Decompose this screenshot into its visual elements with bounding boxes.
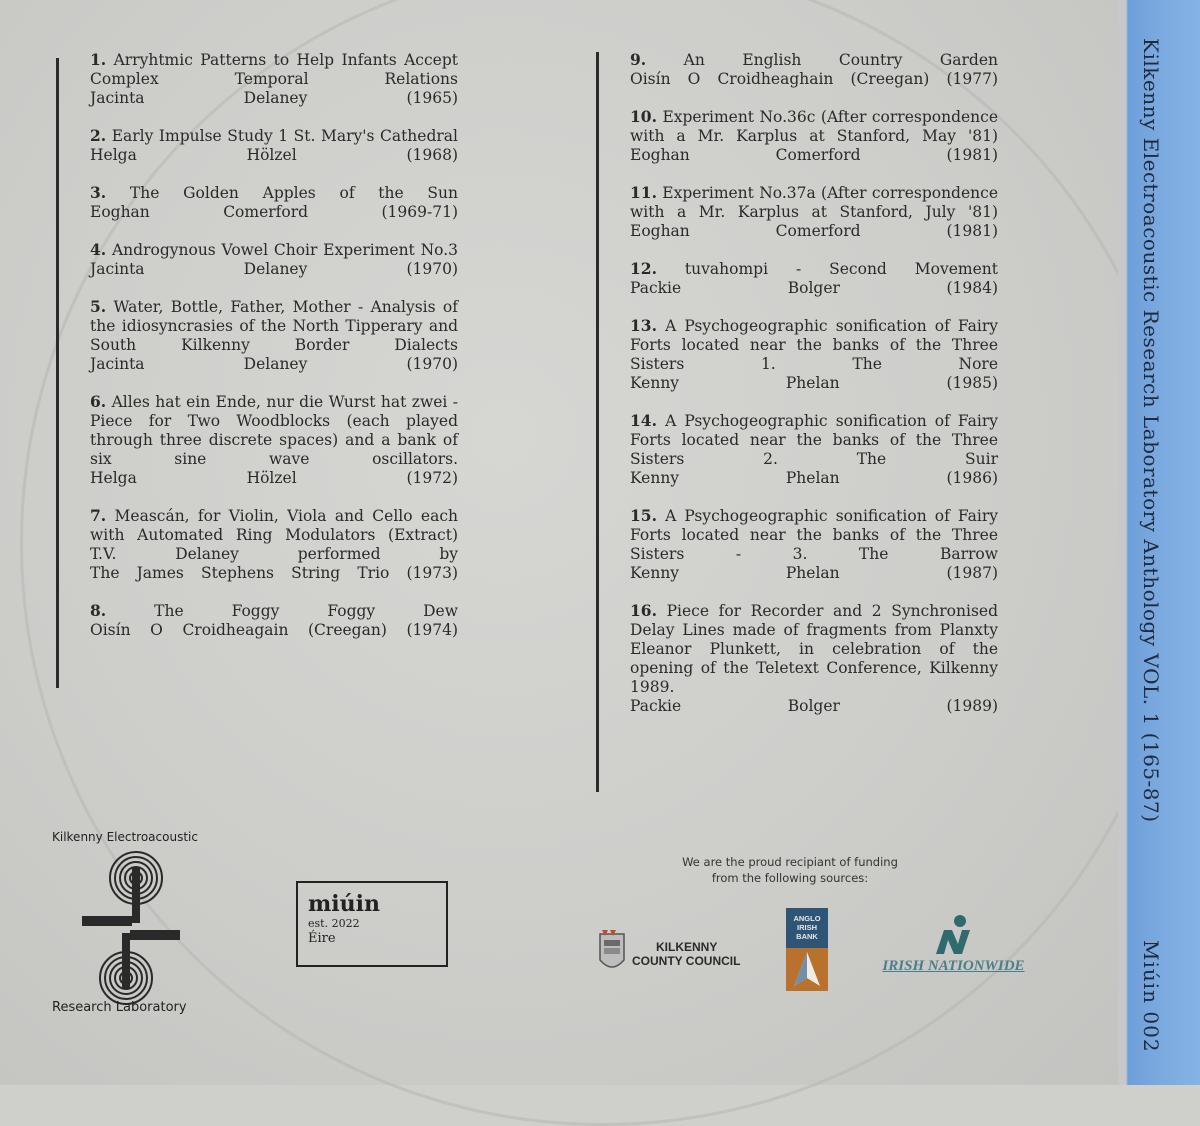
- track-title: A Psychogeographic sonification of Fairy Forts located near the banks of the Three Sisters 1. The Nore: [630, 317, 998, 373]
- funding-notice: [640, 854, 940, 886]
- track-number: 12.: [630, 259, 657, 278]
- track-number: 3.: [90, 183, 107, 202]
- catalog-number: Miúin 002: [1139, 940, 1163, 1053]
- track-title: Experiment No.37a (After correspondence with a Mr. Karplus at Stanford, July '81): [630, 184, 998, 221]
- track-title: A Psychogeographic sonification of Fairy Forts located near the banks of the Three Sisters 2. The Suir: [630, 412, 998, 468]
- track-number: 2.: [90, 126, 107, 145]
- track-artist: Eoghan Comerford (1969-71): [90, 203, 458, 221]
- track-title: The Foggy Foggy Dew: [154, 602, 458, 620]
- track-artist: Jacinta Delaney (1970): [90, 355, 458, 373]
- track-artist: Helga Hölzel (1972): [90, 469, 458, 487]
- track-artist: Oisín O Croidheagain (Creegan) (1974): [90, 621, 458, 639]
- track-number: 1.: [90, 50, 107, 69]
- kcc-line-1: KILKENNY: [656, 940, 718, 954]
- tracklist-left: [58, 50, 458, 658]
- irish-nationwide-logo: [866, 914, 1041, 980]
- track-title: A Psychogeographic sonification of Fairy Forts located near the banks of the Three Sisters - 3. The Barrow: [630, 507, 998, 563]
- aib-label: ANGLO IRISH BANK: [786, 908, 828, 948]
- track-item: [630, 107, 998, 165]
- funding-line-1: We are the proud recipiant of funding: [682, 855, 898, 869]
- track-artist: The James Stephens String Trio (1973): [90, 564, 458, 582]
- nationwide-text: IRISH NATIONWIDE: [882, 958, 1025, 974]
- track-item: [630, 411, 998, 488]
- track-artist: Kenny Phelan (1987): [630, 564, 998, 582]
- funding-line-2: from the following sources:: [711, 871, 869, 885]
- track-item: [90, 601, 458, 640]
- track-item: [90, 240, 458, 279]
- track-number: 13.: [630, 316, 657, 335]
- track-title: Arryhtmic Patterns to Help Infants Accept Complex Temporal Relations: [90, 51, 458, 88]
- track-number: 7.: [90, 506, 107, 525]
- track-number: 14.: [630, 411, 657, 430]
- track-title: Experiment No.36c (After correspondence with a Mr. Karplus at Stanford, May '81): [630, 108, 998, 145]
- track-title: Meascán, for Violin, Viola and Cello each with Automated Ring Modulators (Extract) T.V. Delaney performed by: [90, 507, 458, 563]
- lab-logo-top-text: Kilkenny Electroacoustic: [52, 830, 198, 844]
- track-item: [630, 50, 998, 89]
- anglo-irish-bank-logo: [786, 908, 828, 991]
- track-number: 8.: [90, 601, 107, 620]
- track-artist: Packie Bolger (1984): [630, 279, 998, 297]
- track-item: [90, 392, 458, 488]
- kilkenny-county-council-logo: [596, 926, 756, 976]
- track-title: Early Impulse Study 1 St. Mary's Cathedral: [111, 127, 458, 145]
- track-item: [90, 50, 458, 108]
- track-item: [90, 126, 458, 165]
- track-title: Piece for Recorder and 2 Synchronised Delay Lines made of fragments from Planxty Eleanor Plunkett, in celebration of the opening of the Teletext Conference, Kilkenny 1989.: [630, 602, 998, 696]
- label-logo-box: [296, 881, 448, 967]
- track-number: 6.: [90, 392, 107, 411]
- track-artist: Packie Bolger (1989): [630, 697, 998, 715]
- track-number: 11.: [630, 183, 657, 202]
- track-item: [90, 506, 458, 583]
- track-item: [630, 259, 998, 298]
- track-number: 15.: [630, 506, 657, 525]
- kcc-line-2: COUNTY COUNCIL: [632, 954, 741, 968]
- track-title: Alles hat ein Ende, nur die Wurst hat zwei - Piece for Two Woodblocks (each played through three discrete spaces) and a bank of six sine wave oscillators.: [90, 393, 458, 468]
- track-number: 10.: [630, 107, 657, 126]
- track-artist: Jacinta Delaney (1970): [90, 260, 458, 278]
- spine-title: Kilkenny Electroacoustic Research Laboratory Anthology VOL. 1 (165-87): [1139, 38, 1163, 823]
- lab-logo-bottom-text: Research Laboratory: [52, 1000, 187, 1015]
- track-number: 5.: [90, 297, 107, 316]
- track-item: [90, 183, 458, 222]
- track-title: The Golden Apples of the Sun: [129, 184, 458, 202]
- track-item: [630, 183, 998, 241]
- track-artist: Kenny Phelan (1986): [630, 469, 998, 487]
- nationwide-n-icon: [924, 914, 984, 958]
- label-country: Éire: [308, 931, 336, 946]
- track-artist: Kenny Phelan (1985): [630, 374, 998, 392]
- label-name: miúin: [308, 891, 380, 917]
- track-artist: Jacinta Delaney (1965): [90, 89, 458, 107]
- track-title: Androgynous Vowel Choir Experiment No.3: [111, 241, 458, 259]
- track-title: Water, Bottle, Father, Mother - Analysis of the idiosyncrasies of the North Tipperary and South Kilkenny Border Dialects: [90, 298, 458, 354]
- track-item: [90, 297, 458, 374]
- track-title: tuvahompi - Second Movement: [684, 260, 998, 278]
- track-number: 16.: [630, 601, 657, 620]
- label-established: est. 2022: [308, 917, 360, 930]
- track-item: [630, 506, 998, 583]
- track-artist: Eoghan Comerford (1981): [630, 146, 998, 164]
- track-artist: Eoghan Comerford (1981): [630, 222, 998, 240]
- track-number: 9.: [630, 50, 647, 69]
- arrow-icon: [786, 948, 828, 991]
- track-number: 4.: [90, 240, 107, 259]
- track-artist: Helga Hölzel (1968): [90, 146, 458, 164]
- track-item: [630, 601, 998, 716]
- tracklist-right: [598, 50, 998, 734]
- county-crest-icon: [596, 926, 628, 976]
- lab-logo-icon: [46, 828, 216, 1028]
- track-item: [630, 316, 998, 393]
- track-artist: Oisín O Croidheaghain (Creegan) (1977): [630, 70, 998, 88]
- track-title: An English Country Garden: [683, 51, 998, 69]
